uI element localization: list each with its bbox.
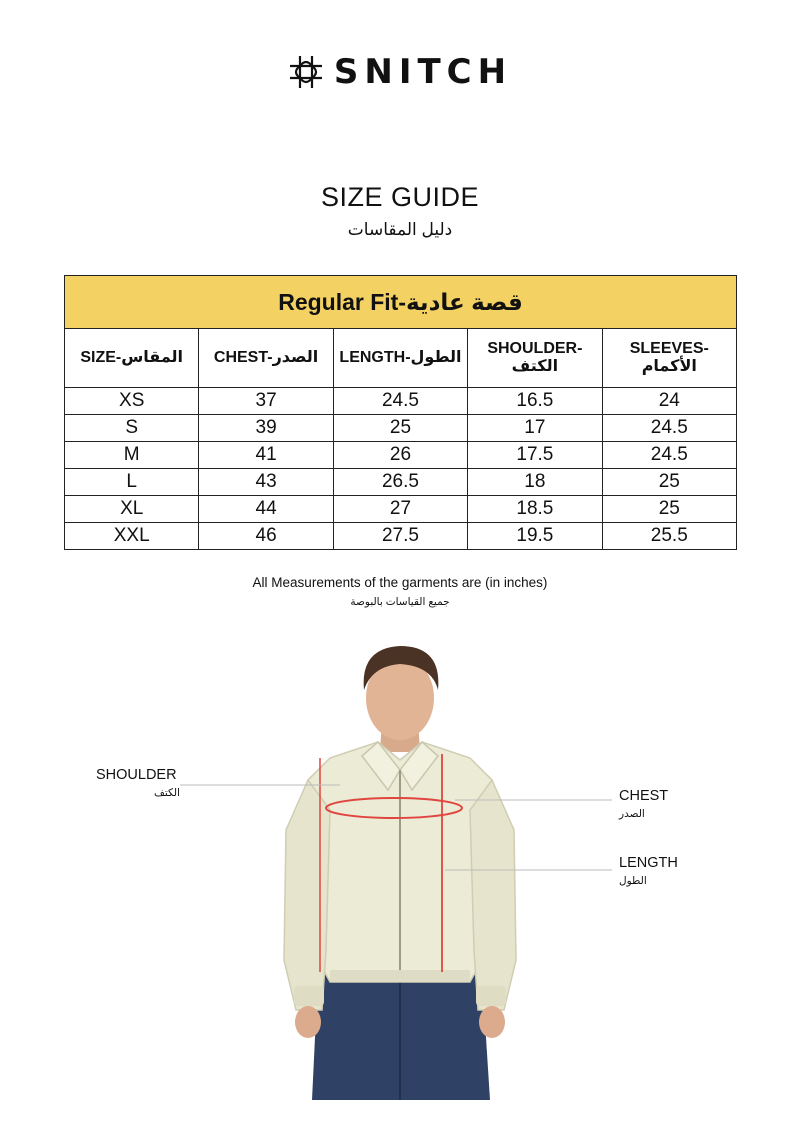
fit-label: Regular Fit-قصة عادية (65, 276, 737, 329)
chest-label: CHEST (619, 788, 669, 804)
table-cell: 26.5 (333, 469, 467, 496)
table-row (65, 442, 737, 469)
table-cell: 43 (199, 469, 333, 496)
table-cell: 46 (199, 523, 333, 550)
table-row (65, 523, 737, 550)
brand-name: SNITCH (333, 52, 513, 92)
model-illustration (0, 630, 800, 1100)
table-cell: 44 (199, 496, 333, 523)
table-cell: 41 (199, 442, 333, 469)
shoulder-label: SHOULDER (96, 767, 177, 783)
table-cell: 24.5 (333, 388, 467, 415)
header-size: SIZE-المقاس (65, 329, 199, 388)
table-cell: 25 (602, 496, 736, 523)
table-cell: 19.5 (468, 523, 602, 550)
table-cell: 26 (333, 442, 467, 469)
column-header-row (65, 329, 737, 388)
shoulder-label-arabic: الكتف (154, 787, 180, 799)
fit-header-row (65, 276, 737, 329)
header-shoulder: SHOULDER- الكتف (468, 329, 602, 388)
length-label-arabic: الطول (619, 875, 647, 887)
table-cell: 17.5 (468, 442, 602, 469)
table-cell: 39 (199, 415, 333, 442)
table-cell: M (65, 442, 199, 469)
table-cell: XL (65, 496, 199, 523)
table-cell: 25 (333, 415, 467, 442)
hash-grid-logo-icon (288, 54, 324, 90)
table-cell: XS (65, 388, 199, 415)
table-cell: 37 (199, 388, 333, 415)
table-row (65, 496, 737, 523)
table-cell: 24.5 (602, 442, 736, 469)
table-cell: 24 (602, 388, 736, 415)
measurement-note: All Measurements of the garments are (in inches) (252, 575, 548, 590)
header-length: LENGTH-الطول (333, 329, 467, 388)
table-cell: XXL (65, 523, 199, 550)
table-cell: 17 (468, 415, 602, 442)
table-cell: S (65, 415, 199, 442)
header-chest: CHEST-الصدر (199, 329, 333, 388)
length-label: LENGTH (619, 855, 678, 871)
table-cell: 18 (468, 469, 602, 496)
measurement-note-arabic: جميع القياسات بالبوصة (350, 596, 450, 608)
page-title: SIZE GUIDE (320, 182, 480, 212)
size-chart-table (64, 275, 737, 550)
header-sleeves: SLEEVES- الأكمام (602, 329, 736, 388)
table-cell: L (65, 469, 199, 496)
model-figure (0, 630, 800, 1100)
table-cell: 16.5 (468, 388, 602, 415)
chest-label-arabic: الصدر (619, 808, 645, 820)
table-cell: 18.5 (468, 496, 602, 523)
table-row (65, 415, 737, 442)
table-row (65, 469, 737, 496)
table-cell: 25 (602, 469, 736, 496)
table-cell: 24.5 (602, 415, 736, 442)
table-cell: 25.5 (602, 523, 736, 550)
table-row (65, 388, 737, 415)
brand-logo[interactable] (0, 52, 800, 92)
page-title-arabic: دليل المقاسات (347, 220, 453, 239)
table-cell: 27.5 (333, 523, 467, 550)
table-cell: 27 (333, 496, 467, 523)
